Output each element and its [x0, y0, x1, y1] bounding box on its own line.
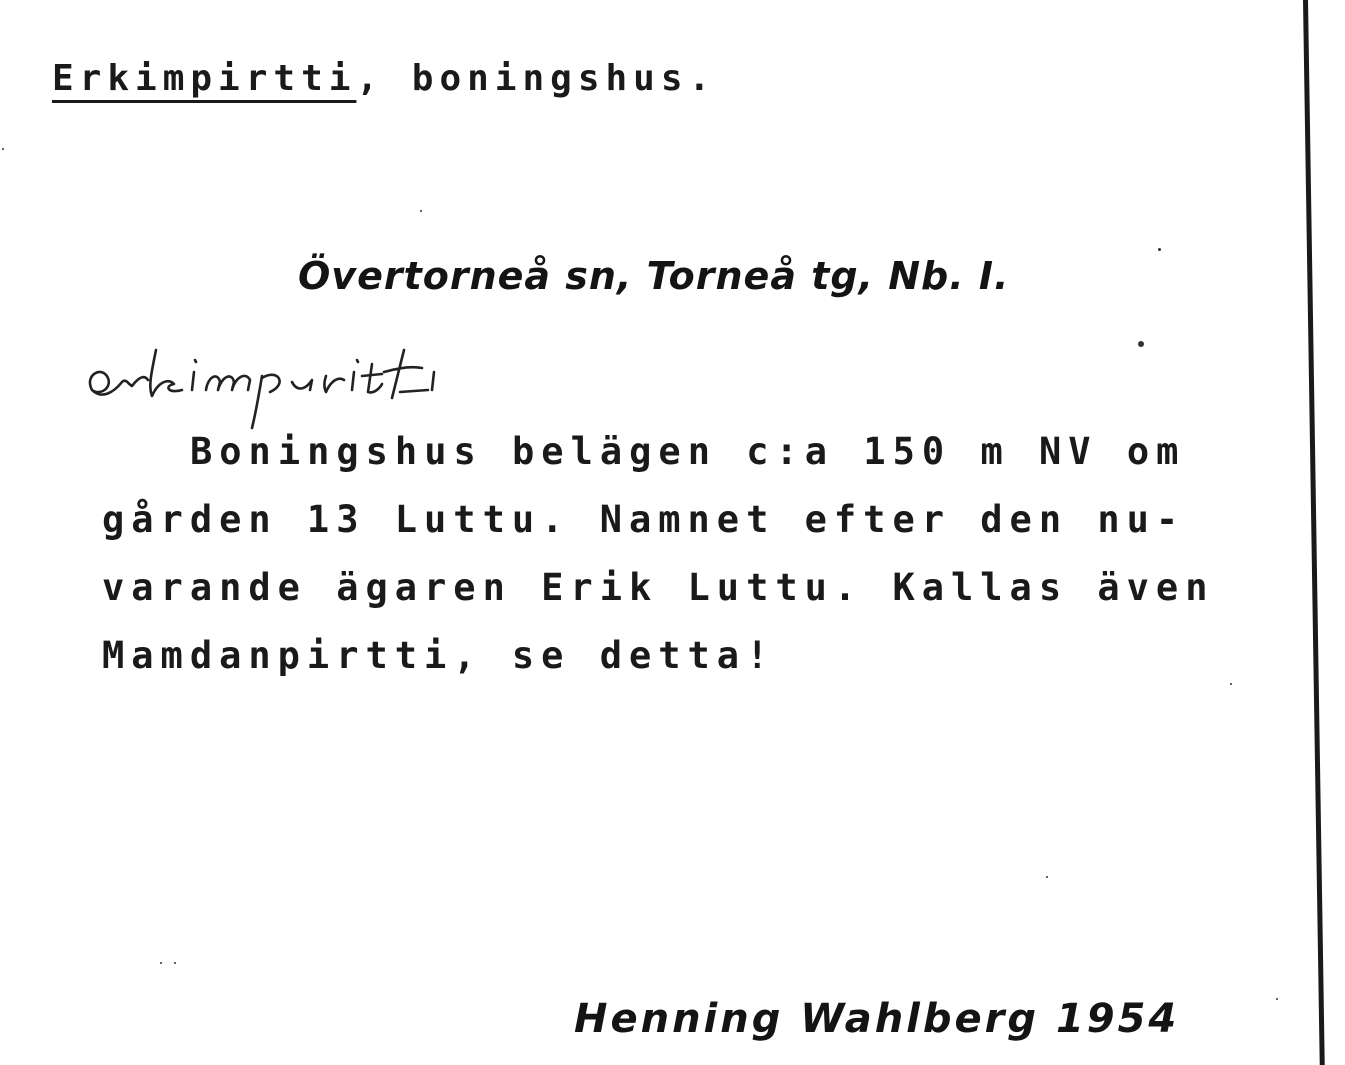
ink-speck — [2, 148, 4, 150]
ink-speck — [174, 962, 176, 964]
signature: Henning Wahlberg 1954 — [574, 996, 1180, 1042]
ink-speck — [160, 962, 162, 964]
ink-speck — [1158, 248, 1161, 251]
body-line: Boningshus belägen c:a 150 m NV om — [190, 430, 1186, 473]
ink-speck — [1138, 341, 1144, 347]
card-body-text — [102, 418, 1214, 690]
ink-speck — [1046, 876, 1048, 878]
body-line: gården 13 Luttu. Namnet efter den nu- — [102, 498, 1186, 541]
body-line: Mamdanpirtti, se detta! — [102, 634, 776, 677]
handwritten-note — [82, 320, 542, 430]
card-edge-border — [1303, 0, 1325, 1065]
body-line: varande ägaren Erik Luttu. Kallas även — [102, 566, 1215, 609]
ink-speck — [1276, 998, 1278, 1000]
card-header — [52, 58, 716, 99]
ink-speck — [420, 210, 422, 212]
place-type: , boningshus. — [356, 58, 717, 99]
place-name: Erkimpirtti — [52, 58, 357, 99]
parish-stamp: Övertorneå sn, Torneå tg, Nb. I. — [298, 254, 1010, 298]
ink-speck — [1230, 683, 1232, 685]
